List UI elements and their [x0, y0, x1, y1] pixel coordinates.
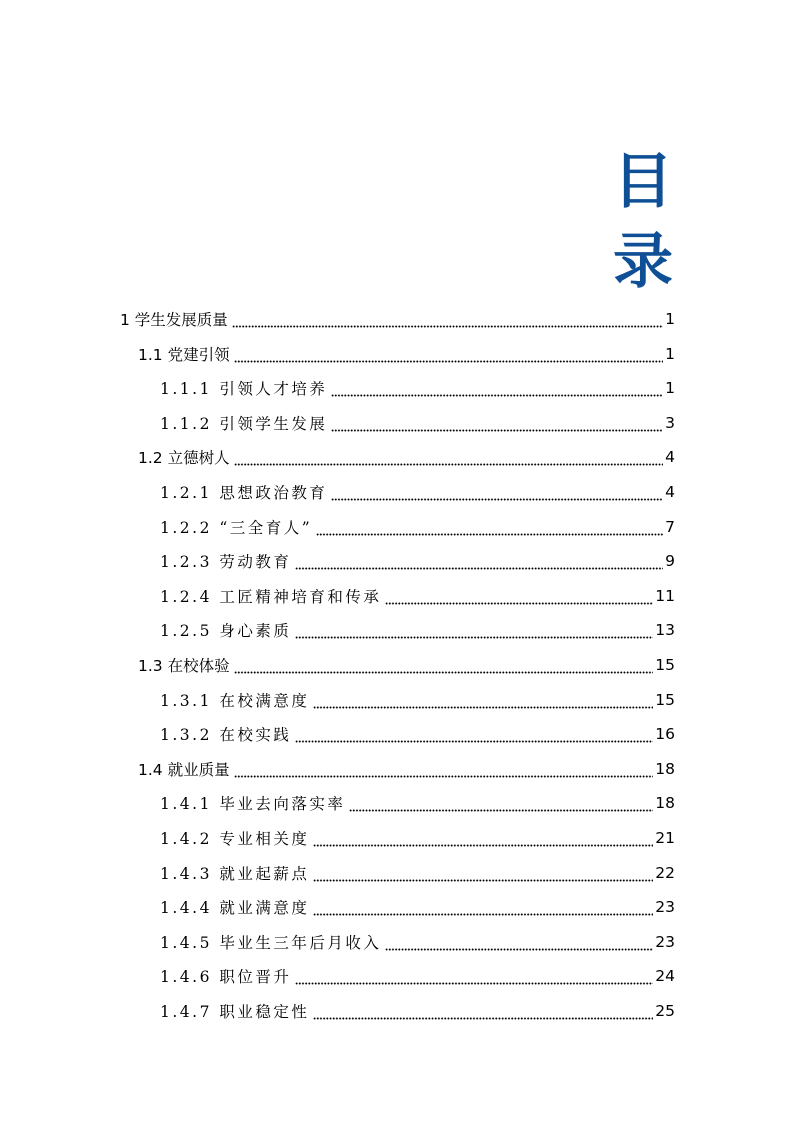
- toc-dot-leader: [385, 933, 653, 951]
- toc-dot-leader: [313, 864, 653, 882]
- toc-entry-page: 22: [655, 863, 675, 882]
- toc-entry-label: 1.4.1 毕业去向落实率: [160, 795, 346, 814]
- toc-entry-label: 1.4.2 专业相关度: [160, 830, 310, 848]
- toc-entry[interactable]: [160, 890, 675, 924]
- toc-entry[interactable]: [160, 786, 675, 820]
- toc-entry[interactable]: [160, 544, 675, 578]
- toc-entry-label: 1.3.2 在校实践: [160, 726, 292, 745]
- toc-entry-page: 16: [655, 725, 675, 744]
- toc-entry-page: 25: [655, 1002, 675, 1020]
- toc-entry-label: 1.4.7 职业稳定性: [160, 1003, 310, 1021]
- toc-dot-leader: [234, 760, 654, 778]
- toc-dot-leader: [295, 621, 653, 639]
- toc-entry[interactable]: [138, 440, 675, 474]
- toc-entry-page: 15: [655, 690, 675, 709]
- toc-entry[interactable]: [160, 579, 675, 613]
- toc-entry-label: 1.2.1 思想政治教育: [160, 484, 328, 502]
- toc-entry-page: 4: [665, 448, 675, 467]
- toc-entry-page: 11: [655, 586, 675, 605]
- toc-entry-label: 1.4.3 就业起薪点: [160, 864, 310, 883]
- toc-entry[interactable]: [138, 752, 675, 786]
- toc-entry-page: 23: [655, 898, 675, 917]
- toc-entry[interactable]: [160, 371, 675, 405]
- toc-entry-page: 13: [655, 621, 675, 640]
- toc-entry-label: 1.4.5 毕业生三年后月收入: [160, 933, 382, 952]
- toc-entry-page: 1: [665, 344, 675, 363]
- toc-entry-page: 15: [655, 656, 675, 674]
- toc-dot-leader: [331, 483, 663, 501]
- toc-entry[interactable]: [160, 821, 675, 855]
- toc-entry-label: 1.2.4 工匠精神培育和传承: [160, 587, 382, 606]
- toc-entry-label: 1.4.6 职位晋升: [160, 968, 292, 987]
- toc-entry-label: 1.4 就业质量: [138, 760, 230, 779]
- toc-entry[interactable]: [160, 717, 675, 751]
- toc-entry-page: 7: [665, 517, 675, 536]
- toc-entry-page: 23: [655, 932, 675, 951]
- toc-entry[interactable]: [160, 994, 675, 1028]
- toc-entry-label: 1.2.5 身心素质: [160, 622, 292, 641]
- toc-dot-leader: [295, 725, 653, 743]
- toc-entry-label: 1.1.2 引领学生发展: [160, 414, 328, 433]
- toc-dot-leader: [313, 691, 653, 709]
- toc-entry-page: 24: [655, 967, 675, 986]
- toc-entry[interactable]: [120, 302, 675, 336]
- toc-dot-leader: [295, 967, 653, 985]
- toc-entry[interactable]: [160, 959, 675, 993]
- toc-dot-leader: [331, 414, 663, 432]
- toc-title-char-2: 录: [613, 227, 673, 297]
- toc-dot-leader: [316, 518, 663, 536]
- toc-entry-label: 1.3 在校体验: [138, 657, 230, 675]
- toc-dot-leader: [234, 448, 663, 466]
- toc-dot-leader: [234, 656, 654, 674]
- toc-entry-label: 1 学生发展质量: [120, 311, 228, 329]
- toc-dot-leader: [234, 345, 663, 363]
- toc-dot-leader: [331, 379, 663, 397]
- toc-entry[interactable]: [160, 613, 675, 647]
- toc-dot-leader: [313, 898, 653, 916]
- toc-entry[interactable]: [160, 475, 675, 509]
- toc-entry-page: 4: [665, 483, 675, 501]
- toc-entry[interactable]: [138, 648, 675, 682]
- toc-entry-page: 9: [665, 552, 675, 571]
- toc-entry-page: 1: [665, 379, 675, 398]
- toc-dot-leader: [385, 587, 653, 605]
- toc-dot-leader: [313, 829, 653, 847]
- toc-entry[interactable]: [160, 683, 675, 717]
- toc-entry[interactable]: [160, 406, 675, 440]
- toc-dot-leader: [313, 1002, 653, 1020]
- toc-entry[interactable]: [138, 337, 675, 371]
- toc-dot-leader: [349, 794, 653, 812]
- toc-entry-label: 1.1 党建引领: [138, 345, 230, 364]
- toc-entry[interactable]: [160, 856, 675, 890]
- toc-entry-label: 1.2.2 “三全育人”: [160, 518, 313, 537]
- toc-entry-label: 1.3.1 在校满意度: [160, 691, 310, 710]
- toc-entry-page: 18: [655, 759, 675, 778]
- toc-entry-page: 21: [655, 829, 675, 847]
- toc-entry-page: 1: [665, 310, 675, 328]
- toc-entry[interactable]: [160, 925, 675, 959]
- toc-title-char-1: 目: [613, 147, 673, 217]
- toc-entry-label: 1.4.4 就业满意度: [160, 899, 310, 918]
- toc-dot-leader: [295, 552, 663, 570]
- toc-entry-page: 3: [665, 413, 675, 432]
- toc-entry[interactable]: [160, 510, 675, 544]
- toc-entry-label: 1.1.1 引领人才培养: [160, 380, 328, 399]
- toc-entry-label: 1.2 立德树人: [138, 449, 230, 468]
- toc-entry-page: 18: [655, 794, 675, 813]
- toc-entry-label: 1.2.3 劳动教育: [160, 553, 292, 572]
- toc-dot-leader: [232, 310, 663, 328]
